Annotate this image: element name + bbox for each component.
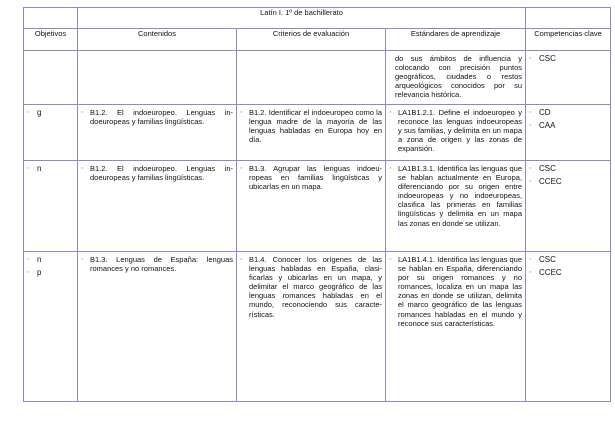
objetivos-cell — [24, 161, 78, 252]
header-competencias: Competencias clave — [526, 29, 611, 51]
bullet-icon: ◦ — [240, 109, 243, 116]
title-spacer-right — [526, 8, 611, 29]
table-title-row — [24, 8, 611, 29]
estandares-cell: ◦ LA1B1.3.1. Identifica las lenguas que se hablan actualmente en Europa, diferenciando por su origen entre indoeuropeas y no indoeuropeas, clasifica las primeras en familias lingüísticas y delimita en un mapa las zonas en donde se utilizan. — [386, 161, 526, 252]
header-objetivos: Objetivos — [24, 29, 78, 51]
bullet-icon: ◦ — [389, 109, 392, 116]
list-item: ◦ g — [27, 108, 42, 117]
competencias-cell — [526, 51, 611, 105]
header-estandares: Estándares de aprendizaje — [386, 29, 526, 51]
table-row — [24, 105, 611, 161]
table-row — [24, 161, 611, 252]
header-criterios: Criterios de evaluación — [237, 29, 386, 51]
estandares-text: do sus ámbitos de influencia y colocando con precisión puntos geográficos, ciudades o restos arqueológicos conocidos por su relevancia histórica. — [395, 54, 523, 100]
table-header-row — [24, 29, 611, 51]
contenidos-cell: ◦ B1.2. El indoeuropeo. Lenguas indoeuropeas y familias lingüísticas. — [78, 161, 237, 252]
list-item: ◦ CSC — [529, 164, 556, 173]
bullet-icon: ◦ — [529, 55, 532, 62]
header-contenidos: Contenidos — [78, 29, 237, 51]
objetivos-cell — [24, 51, 78, 105]
list-item: ◦ CSC — [529, 255, 556, 264]
table-row — [24, 252, 611, 402]
bullet-icon: ◦ — [529, 109, 532, 116]
bullet-icon: ◦ — [529, 165, 532, 172]
bullet-icon: ◦ — [27, 256, 30, 263]
title-spacer — [24, 8, 78, 29]
bullet-icon: ◦ — [81, 165, 84, 172]
estandares-cell — [386, 51, 526, 105]
bullet-icon: ◦ — [27, 109, 30, 116]
bullet-icon: ◦ — [240, 165, 243, 172]
contenidos-cell: ◦ B1.2. El indoeuropeo. Lenguas indoeuropeas y familias lingüísticas. — [78, 105, 237, 161]
table-row — [24, 51, 611, 105]
list-item: ◦ CSC — [529, 54, 556, 63]
bullet-icon: ◦ — [81, 256, 84, 263]
list-item: ◦ n — [27, 164, 42, 173]
list-item: ◦ CCEC — [529, 177, 562, 187]
list-item: ◦ p — [27, 268, 42, 278]
list-item: ◦ n — [27, 255, 42, 264]
criterios-cell: ◦ B1.2. Identificar el indoeuropeo como la lengua madre de la mayoría de las lenguas habladas en Europa hoy en día. — [237, 105, 386, 161]
bullet-icon: ◦ — [529, 256, 532, 263]
bullet-icon: ◦ — [529, 269, 532, 277]
estandares-cell: ◦ LA1B1.4.1. Identifica las lenguas que se hablan en España, diferenciando por su origen romances y no romances, localiza en un mapa las zonas en donde se utilizan, delimita el marco geográfico de las lenguas romances habladas en el mundo y reconoce sus características. — [386, 252, 526, 402]
criterios-cell: ◦ B1.3. Agrupar las lenguas indoeuropeas en familias lingüísticas y ubicarlas en un mapa. — [237, 161, 386, 252]
bullet-icon: ◦ — [529, 122, 532, 130]
list-item: ◦ CCEC — [529, 268, 562, 278]
criterios-cell — [237, 51, 386, 105]
bullet-icon: ◦ — [529, 178, 532, 186]
bullet-icon: ◦ — [81, 109, 84, 116]
objetivos-cell — [24, 105, 78, 161]
curriculum-table — [23, 7, 611, 402]
bullet-icon: ◦ — [240, 256, 243, 263]
criterios-cell: ◦ B1.4. Conocer los orígenes de las lenguas habladas en España, clasificarlas y ubicarlas en un mapa, y delimitar el marco geográfico de las lenguas romances habladas en el mundo, reconociendo sus características. — [237, 252, 386, 402]
table-title: Latín I. 1º de bachillerato — [78, 8, 526, 29]
bullet-icon: ◦ — [27, 269, 30, 277]
bullet-icon: ◦ — [389, 256, 392, 263]
competencias-cell — [526, 105, 611, 161]
contenidos-cell — [78, 51, 237, 105]
competencias-cell — [526, 252, 611, 402]
bullet-icon: ◦ — [27, 165, 30, 172]
list-item: ◦ CAA — [529, 121, 556, 131]
estandares-cell: ◦ LA1B1.2.1. Define el indoeuropeo y reconoce las lenguas indoeuropeas y sus familias, y delimita en un mapa a zona de origen y las zonas de expansión. — [386, 105, 526, 161]
objetivos-cell — [24, 252, 78, 402]
list-item: ◦ CD — [529, 108, 551, 117]
bullet-icon: ◦ — [389, 165, 392, 172]
contenidos-cell: ◦ B1.3. Lenguas de España: lenguas romances y no romances. — [78, 252, 237, 402]
competencias-cell — [526, 161, 611, 252]
